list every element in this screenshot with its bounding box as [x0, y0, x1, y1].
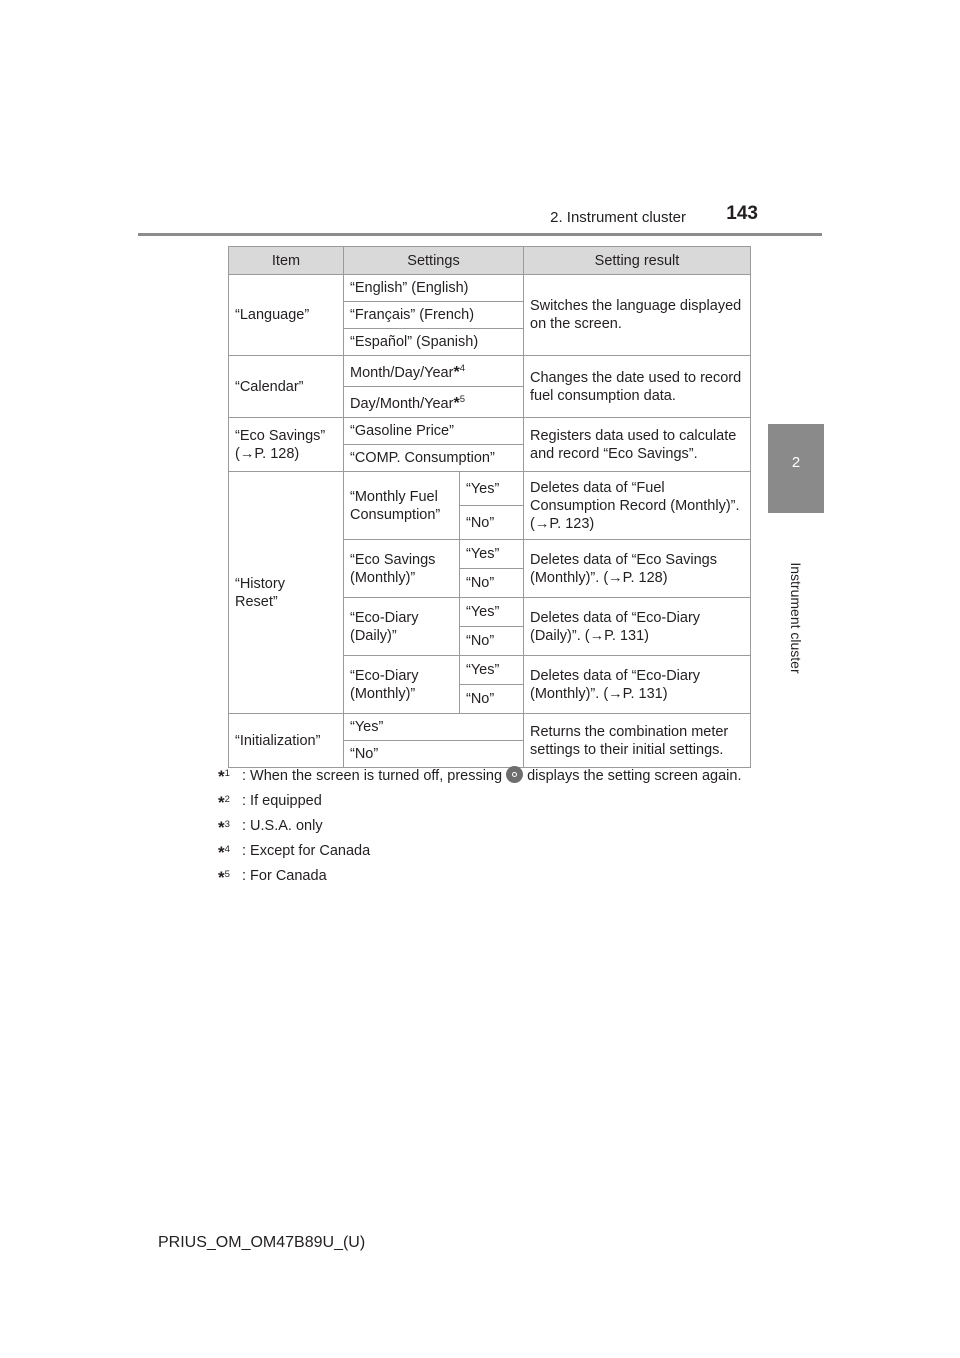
header-setting-result: Setting result: [524, 247, 751, 275]
chapter-number: 2: [791, 454, 801, 471]
setting-month-day-year: Month/Day/Year*$^4$: [344, 356, 524, 387]
footnote-ref: 5: [459, 394, 465, 405]
header-divider: [138, 233, 822, 236]
document-id: PRIUS_OM_OM47B89U_(U): [158, 1234, 366, 1251]
result-calendar: Changes the date used to record fuel consumption data.: [524, 356, 751, 418]
footnote-5: *$^5$ : For Canada: [218, 868, 327, 887]
footnote-1: *$^1$ : When the screen is turned off, pressing displays the setting screen again.: [218, 767, 742, 786]
footnote-4: *$^4$ : Except for Canada: [218, 843, 371, 862]
setting-comp-consumption: “COMP. Consumption”: [344, 445, 524, 472]
setting-english: “English” (English): [344, 275, 524, 302]
option-no: “No”: [460, 627, 524, 656]
option-yes: “Yes”: [460, 656, 524, 685]
result-history-fuel: Deletes data of “Fuel Consumption Record (Monthly)”. (→P. 123): [524, 472, 751, 540]
item-language: “Language”: [229, 275, 344, 356]
result-language: Switches the language displayed on the screen.: [524, 275, 751, 356]
footnote-2: *$^2$ : If equipped: [218, 793, 322, 812]
chapter-tab: [768, 424, 824, 513]
subitem-eco-savings-monthly: “Eco Savings (Monthly)”: [344, 540, 460, 598]
item-calendar: “Calendar”: [229, 356, 344, 418]
setting-french: “Français” (French): [344, 302, 524, 329]
setting-spanish: “Español” (Spanish): [344, 329, 524, 356]
settings-table: [228, 246, 751, 768]
item-eco-savings: “Eco Savings” (→P. 128): [229, 418, 344, 472]
setting-gasoline-price: “Gasoline Price”: [344, 418, 524, 445]
result-history-eco-savings: Deletes data of “Eco Savings (Monthly)”. (→P. 128): [524, 540, 751, 598]
footnotes: [218, 766, 748, 892]
option-yes: “Yes”: [460, 598, 524, 627]
item-history-reset: “History Reset”: [229, 472, 344, 714]
option-no: “No”: [460, 685, 524, 714]
setting-init-no: “No”: [344, 741, 524, 768]
table-row: [229, 714, 751, 741]
option-no: “No”: [460, 506, 524, 540]
result-history-diary-daily: Deletes data of “Eco-Diary (Daily)”. (→P. 131): [524, 598, 751, 656]
display-button-icon: [506, 766, 523, 783]
footnote-3: *$^3$ : U.S.A. only: [218, 818, 323, 837]
result-eco-savings: Registers data used to calculate and record “Eco Savings”.: [524, 418, 751, 472]
header-settings: Settings: [344, 247, 524, 275]
subitem-eco-diary-monthly: “Eco-Diary (Monthly)”: [344, 656, 460, 714]
chapter-label: [786, 520, 806, 720]
table-header-row: [229, 247, 751, 275]
option-yes: “Yes”: [460, 472, 524, 506]
header-item: Item: [229, 247, 344, 275]
subitem-eco-diary-daily: “Eco-Diary (Daily)”: [344, 598, 460, 656]
table-row: [229, 418, 751, 445]
table-row: [229, 356, 751, 387]
subitem-monthly-fuel-consumption: “Monthly Fuel Consumption”: [344, 472, 460, 540]
item-initialization: “Initialization”: [229, 714, 344, 768]
table-row: [229, 275, 751, 302]
section-title: 2. Instrument cluster: [550, 209, 686, 226]
setting-day-month-year: Day/Month/Year*$^5$: [344, 387, 524, 418]
setting-init-yes: “Yes”: [344, 714, 524, 741]
page-header: [0, 0, 960, 240]
result-initialization: Returns the combination meter settings to their initial settings.: [524, 714, 751, 768]
table-row: [229, 472, 751, 506]
page-number: 143: [726, 203, 758, 224]
result-history-diary-monthly: Deletes data of “Eco-Diary (Monthly)”. (→P. 131): [524, 656, 751, 714]
option-no: “No”: [460, 569, 524, 598]
option-yes: “Yes”: [460, 540, 524, 569]
chapter-label-text: Instrument cluster: [788, 562, 804, 674]
footnote-ref: 4: [459, 363, 465, 374]
